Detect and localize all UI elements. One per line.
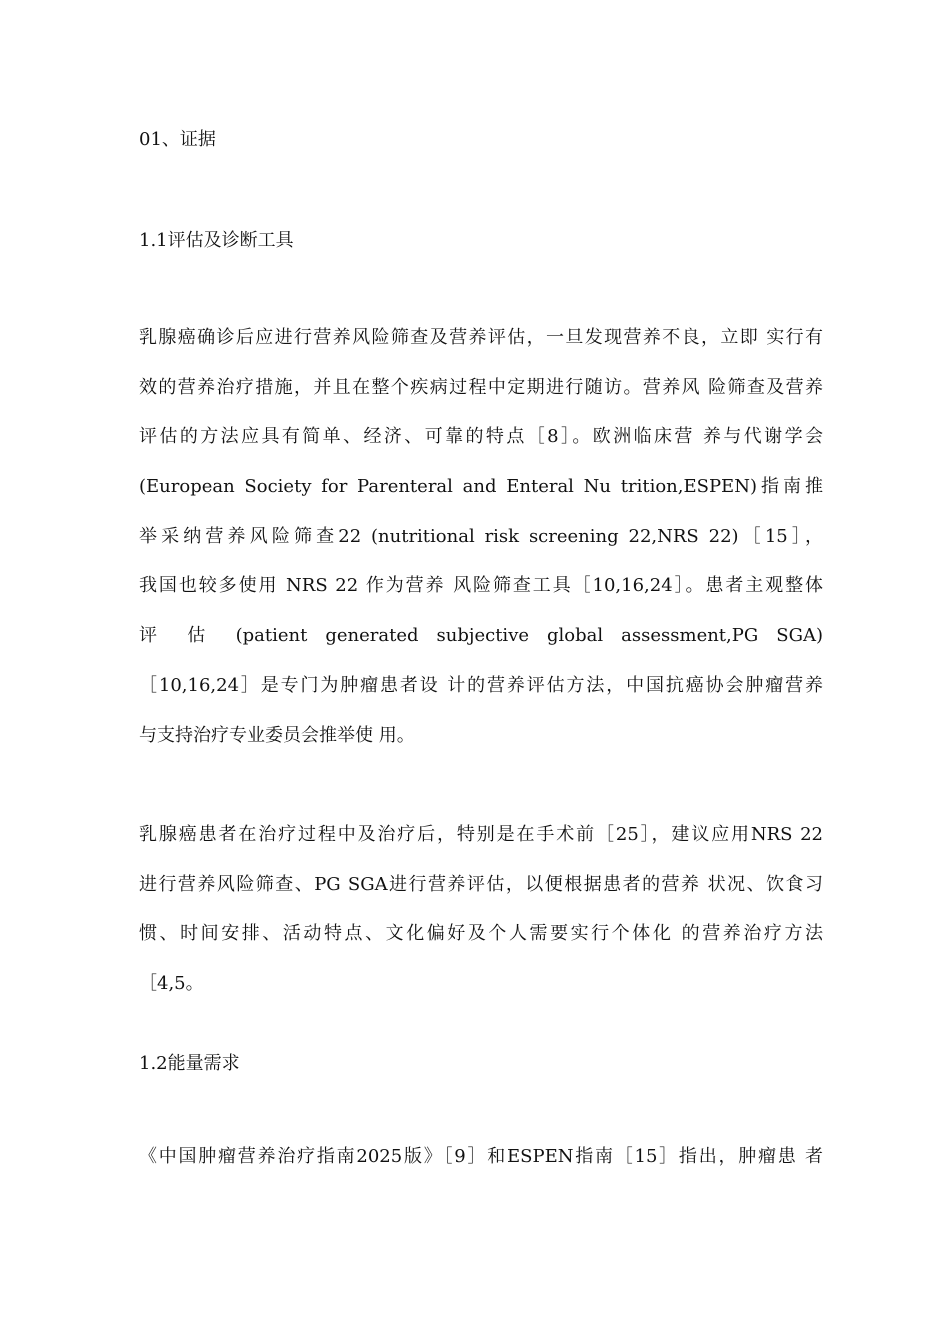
paragraph-patient-assessment <box>139 823 823 1022</box>
paragraph-energy-guidelines <box>139 1145 823 1195</box>
paragraph-line: 效的营养治疗措施，并且在整个疾病过程中定期进行随访。营养风 险筛查及营养 <box>139 376 823 398</box>
paragraph-line: (European Society for Parenteral and Enteral Nu trition,ESPEN)指南推 <box>139 476 823 498</box>
paragraph-line: 与支持治疗专业委员会推举使 用。 <box>139 724 415 746</box>
subsection-heading-energy: 1.2能量需求 <box>139 1053 240 1074</box>
paragraph-line: 乳腺癌患者在治疗过程中及治疗后，特别是在手术前［25］，建议应用NRS 22 <box>139 824 823 845</box>
paragraph-line: 乳腺癌确诊后应进行营养风险筛查及营养评估，一旦发现营养不良，立即 实行有 <box>139 327 823 348</box>
paragraph-line: 我国也较多使用 NRS 22 作为营养 风险筛查工具［10,16,24］。患者主观整体 <box>139 575 823 597</box>
subsection-heading-assessment-tools: 1.1评估及诊断工具 <box>139 230 294 251</box>
paragraph-line: 惯、时间安排、活动特点、文化偏好及个人需要实行个体化 的营养治疗方法 <box>139 923 823 945</box>
paragraph-screening-tools <box>139 326 823 773</box>
paragraph-line: 举采纳营养风险筛查22 (nutritional risk screening 22,NRS 22)［15］， <box>139 525 823 547</box>
paragraph-line: ［4,5。 <box>139 973 204 995</box>
paragraph-line: 评估的方法应具有简单、经济、可靠的特点［8］。欧洲临床营 养与代谢学会 <box>139 426 823 448</box>
paragraph-line: 评 估 (patient generated subjective global assessment,PG SGA) <box>139 625 823 647</box>
paragraph-line: 《中国肿瘤营养治疗指南2025版》［9］和ESPEN指南［15］指出，肿瘤患 者 <box>139 1146 823 1167</box>
section-heading-evidence: 01、证据 <box>139 129 216 150</box>
paragraph-line: ［10,16,24］是专门为肿瘤患者设 计的营养评估方法，中国抗癌协会肿瘤营养 <box>139 674 823 696</box>
paragraph-line: 进行营养风险筛查、PG SGA进行营养评估，以便根据患者的营养 状况、饮食习 <box>139 873 823 895</box>
